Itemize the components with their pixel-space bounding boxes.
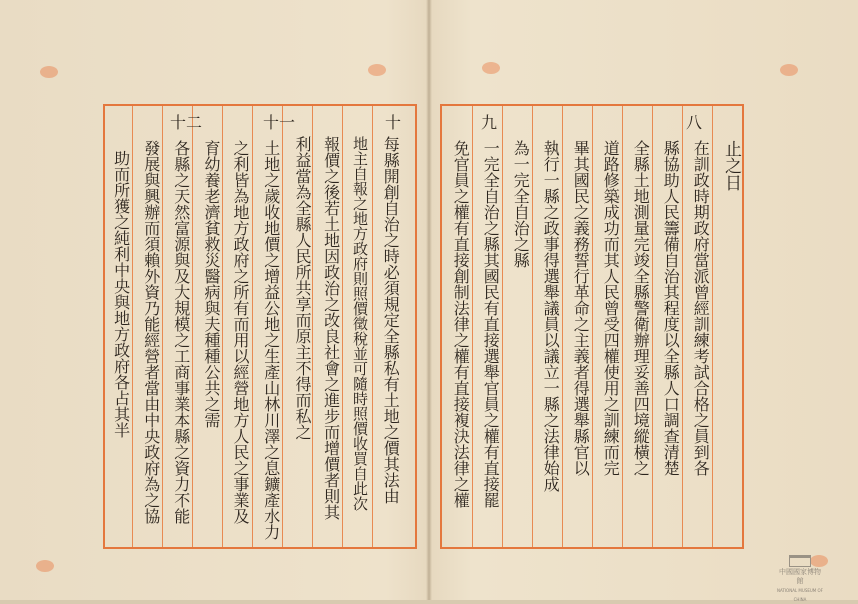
column-rule [312,106,313,547]
museum-watermark [776,555,824,602]
column-rule [282,106,283,547]
text-column: 報價之後若土地因政治之改良社會之進步而增價者則其 [321,136,341,520]
ink-blot [482,62,500,74]
ink-blot [40,66,58,78]
text-column: 土地之歲收地價之增益公地之生產山林川澤之息鑛產水力 [261,140,281,540]
text-column: 在訓政時期政府當派曾經訓練考試合格之員到各 [691,140,711,476]
text-column: 助而所獲之純利中央與地方政府各占其半 [111,150,131,438]
text-column: 之利皆為地方政府之所有而用以經營地方人民之事業及 [231,140,250,524]
text-column: 各縣之天然富源與及大規模之工商事業本縣之資力不能 [171,140,191,524]
column-rule [192,106,193,547]
column-rule [222,106,223,547]
text-column: 地主自報之地方政府則照價徵稅並可隨時照價收買自此次 [351,136,369,511]
column-rule [562,106,563,547]
text-column: 育幼養老濟貧救災醫病與夫種種公共之需 [202,140,221,428]
article-number-11: 十一 [263,113,296,132]
article-number-8: 八 [686,113,703,132]
article-number-9: 九 [481,113,498,132]
museum-logo-icon [789,555,811,567]
column-rule [592,106,593,547]
text-column: 免官員之權有直接創制法律之權有直接複決法律之權 [451,140,471,508]
museum-name: 中國國家博物館 [779,568,821,585]
text-column: 每縣開創自治之時必須規定全縣私有土地之價其法由 [381,136,401,504]
text-column: 利益當為全縣人民所共享而原主不得而私之 [293,136,312,440]
column-rule [342,106,343,547]
text-column: 道路修築成功而其人民曾受四權使用之訓練而完 [601,140,621,476]
text-column: 止之日 [721,140,741,191]
column-rule [372,106,373,547]
text-column: 縣協助人民籌備自治其程度以全縣人口調查清楚 [661,140,681,476]
column-rule [162,106,163,547]
text-column: 一完全自治之縣其國民有直接選舉官員之權有直接罷 [481,140,501,508]
column-rule [132,106,133,547]
page-fold [426,0,432,600]
column-rule [472,106,473,547]
article-number-12: 十二 [170,113,203,132]
column-rule [712,106,713,547]
text-column: 全縣土地測量完竣全縣警衛辦理妥善四境縱橫之 [631,140,651,476]
column-rule [532,106,533,547]
column-rule [682,106,683,547]
column-rule [652,106,653,547]
text-column: 執行一縣之政事得選舉議員以議立一縣之法律始成 [541,140,561,492]
ink-blot [368,64,386,76]
ink-blot [780,64,798,76]
ink-blot [36,560,54,572]
text-column: 畢其國民之義務誓行革命之主義者得選舉縣官以 [571,140,591,476]
column-rule [252,106,253,547]
article-number-10: 十 [385,113,402,132]
text-column: 為一完全自治之縣 [511,140,531,268]
museum-name-en: NATIONAL MUSEUM OF CHINA [777,588,823,602]
column-rule [502,106,503,547]
column-rule [622,106,623,547]
text-column: 發展與興辦而須賴外資乃能經營者當由中央政府為之協 [141,140,161,524]
